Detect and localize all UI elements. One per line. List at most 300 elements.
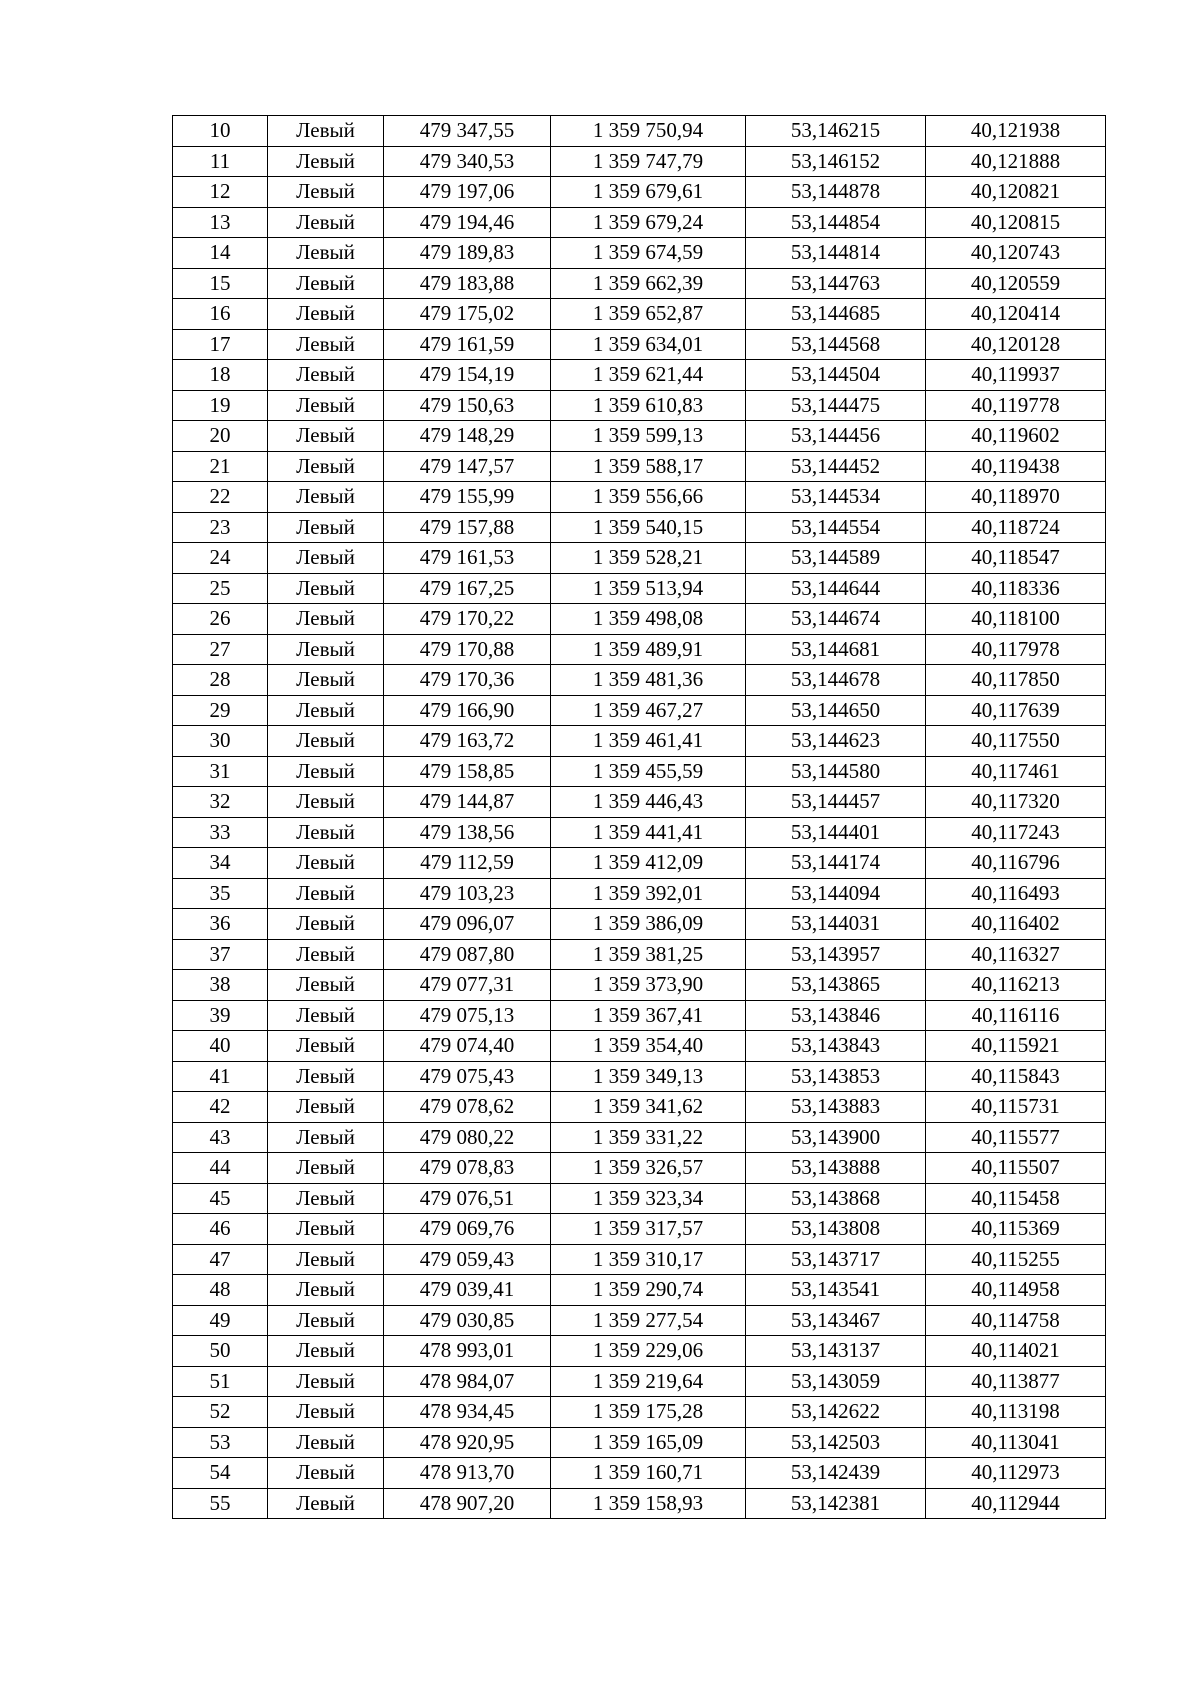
table-row: [173, 512, 1106, 543]
side-cell: Левый: [268, 1488, 384, 1519]
longitude-cell: 40,114958: [926, 1275, 1106, 1306]
y-coordinate-cell: 1 359 326,57: [551, 1153, 746, 1184]
point-number-cell: 28: [173, 665, 268, 696]
latitude-cell: 53,144475: [746, 390, 926, 421]
point-number-cell: 30: [173, 726, 268, 757]
table-row: [173, 1000, 1106, 1031]
longitude-cell: 40,113198: [926, 1397, 1106, 1428]
x-coordinate-cell: 479 030,85: [384, 1305, 551, 1336]
x-coordinate-cell: 478 993,01: [384, 1336, 551, 1367]
latitude-cell: 53,143900: [746, 1122, 926, 1153]
side-cell: Левый: [268, 1000, 384, 1031]
point-number-cell: 23: [173, 512, 268, 543]
point-number-cell: 44: [173, 1153, 268, 1184]
x-coordinate-cell: 479 157,88: [384, 512, 551, 543]
longitude-cell: 40,120821: [926, 177, 1106, 208]
latitude-cell: 53,144094: [746, 878, 926, 909]
side-cell: Левый: [268, 1153, 384, 1184]
table-row: [173, 665, 1106, 696]
table-row: [173, 1458, 1106, 1489]
x-coordinate-cell: 479 075,13: [384, 1000, 551, 1031]
latitude-cell: 53,144174: [746, 848, 926, 879]
latitude-cell: 53,144031: [746, 909, 926, 940]
side-cell: Левый: [268, 726, 384, 757]
longitude-cell: 40,115458: [926, 1183, 1106, 1214]
side-cell: Левый: [268, 1366, 384, 1397]
x-coordinate-cell: 479 154,19: [384, 360, 551, 391]
point-number-cell: 33: [173, 817, 268, 848]
side-cell: Левый: [268, 787, 384, 818]
longitude-cell: 40,115255: [926, 1244, 1106, 1275]
y-coordinate-cell: 1 359 674,59: [551, 238, 746, 269]
y-coordinate-cell: 1 359 588,17: [551, 451, 746, 482]
x-coordinate-cell: 478 920,95: [384, 1427, 551, 1458]
side-cell: Левый: [268, 878, 384, 909]
latitude-cell: 53,146215: [746, 116, 926, 147]
point-number-cell: 43: [173, 1122, 268, 1153]
side-cell: Левый: [268, 939, 384, 970]
y-coordinate-cell: 1 359 446,43: [551, 787, 746, 818]
table-row: [173, 939, 1106, 970]
y-coordinate-cell: 1 359 599,13: [551, 421, 746, 452]
y-coordinate-cell: 1 359 175,28: [551, 1397, 746, 1428]
side-cell: Левый: [268, 1244, 384, 1275]
table-row: [173, 482, 1106, 513]
latitude-cell: 53,144457: [746, 787, 926, 818]
y-coordinate-cell: 1 359 461,41: [551, 726, 746, 757]
latitude-cell: 53,143853: [746, 1061, 926, 1092]
side-cell: Левый: [268, 848, 384, 879]
y-coordinate-cell: 1 359 386,09: [551, 909, 746, 940]
longitude-cell: 40,116327: [926, 939, 1106, 970]
point-number-cell: 36: [173, 909, 268, 940]
x-coordinate-cell: 479 194,46: [384, 207, 551, 238]
longitude-cell: 40,115843: [926, 1061, 1106, 1092]
latitude-cell: 53,143717: [746, 1244, 926, 1275]
x-coordinate-cell: 479 039,41: [384, 1275, 551, 1306]
longitude-cell: 40,115369: [926, 1214, 1106, 1245]
latitude-cell: 53,143137: [746, 1336, 926, 1367]
longitude-cell: 40,120815: [926, 207, 1106, 238]
longitude-cell: 40,118336: [926, 573, 1106, 604]
table-row: [173, 268, 1106, 299]
side-cell: Левый: [268, 573, 384, 604]
longitude-cell: 40,119778: [926, 390, 1106, 421]
table-row: [173, 177, 1106, 208]
x-coordinate-cell: 479 112,59: [384, 848, 551, 879]
side-cell: Левый: [268, 116, 384, 147]
point-number-cell: 52: [173, 1397, 268, 1428]
latitude-cell: 53,143846: [746, 1000, 926, 1031]
latitude-cell: 53,144674: [746, 604, 926, 635]
point-number-cell: 42: [173, 1092, 268, 1123]
point-number-cell: 50: [173, 1336, 268, 1367]
point-number-cell: 34: [173, 848, 268, 879]
point-number-cell: 54: [173, 1458, 268, 1489]
table-row: [173, 451, 1106, 482]
y-coordinate-cell: 1 359 679,24: [551, 207, 746, 238]
y-coordinate-cell: 1 359 556,66: [551, 482, 746, 513]
table-row: [173, 1427, 1106, 1458]
table-row: [173, 1305, 1106, 1336]
point-number-cell: 26: [173, 604, 268, 635]
side-cell: Левый: [268, 482, 384, 513]
latitude-cell: 53,143888: [746, 1153, 926, 1184]
side-cell: Левый: [268, 1427, 384, 1458]
y-coordinate-cell: 1 359 540,15: [551, 512, 746, 543]
x-coordinate-cell: 479 138,56: [384, 817, 551, 848]
y-coordinate-cell: 1 359 381,25: [551, 939, 746, 970]
side-cell: Левый: [268, 421, 384, 452]
y-coordinate-cell: 1 359 441,41: [551, 817, 746, 848]
latitude-cell: 53,143541: [746, 1275, 926, 1306]
table-row: [173, 1366, 1106, 1397]
longitude-cell: 40,118724: [926, 512, 1106, 543]
x-coordinate-cell: 479 075,43: [384, 1061, 551, 1092]
x-coordinate-cell: 479 175,02: [384, 299, 551, 330]
table-row: [173, 360, 1106, 391]
point-number-cell: 16: [173, 299, 268, 330]
x-coordinate-cell: 479 078,83: [384, 1153, 551, 1184]
point-number-cell: 14: [173, 238, 268, 269]
longitude-cell: 40,116796: [926, 848, 1106, 879]
y-coordinate-cell: 1 359 412,09: [551, 848, 746, 879]
side-cell: Левый: [268, 1061, 384, 1092]
latitude-cell: 53,144763: [746, 268, 926, 299]
side-cell: Левый: [268, 817, 384, 848]
x-coordinate-cell: 478 913,70: [384, 1458, 551, 1489]
coordinates-table-body: [173, 116, 1106, 1519]
side-cell: Левый: [268, 299, 384, 330]
table-row: [173, 1214, 1106, 1245]
x-coordinate-cell: 479 144,87: [384, 787, 551, 818]
point-number-cell: 48: [173, 1275, 268, 1306]
side-cell: Левый: [268, 909, 384, 940]
latitude-cell: 53,144678: [746, 665, 926, 696]
side-cell: Левый: [268, 1031, 384, 1062]
side-cell: Левый: [268, 146, 384, 177]
latitude-cell: 53,144623: [746, 726, 926, 757]
y-coordinate-cell: 1 359 341,62: [551, 1092, 746, 1123]
latitude-cell: 53,144814: [746, 238, 926, 269]
longitude-cell: 40,116213: [926, 970, 1106, 1001]
y-coordinate-cell: 1 359 373,90: [551, 970, 746, 1001]
latitude-cell: 53,144685: [746, 299, 926, 330]
longitude-cell: 40,116116: [926, 1000, 1106, 1031]
point-number-cell: 49: [173, 1305, 268, 1336]
point-number-cell: 46: [173, 1214, 268, 1245]
table-row: [173, 1061, 1106, 1092]
longitude-cell: 40,120743: [926, 238, 1106, 269]
y-coordinate-cell: 1 359 317,57: [551, 1214, 746, 1245]
x-coordinate-cell: 479 103,23: [384, 878, 551, 909]
table-row: [173, 116, 1106, 147]
longitude-cell: 40,117978: [926, 634, 1106, 665]
table-row: [173, 909, 1106, 940]
longitude-cell: 40,115921: [926, 1031, 1106, 1062]
x-coordinate-cell: 479 170,36: [384, 665, 551, 696]
side-cell: Левый: [268, 1275, 384, 1306]
side-cell: Левый: [268, 268, 384, 299]
x-coordinate-cell: 479 347,55: [384, 116, 551, 147]
point-number-cell: 40: [173, 1031, 268, 1062]
point-number-cell: 45: [173, 1183, 268, 1214]
longitude-cell: 40,117320: [926, 787, 1106, 818]
latitude-cell: 53,144854: [746, 207, 926, 238]
latitude-cell: 53,143868: [746, 1183, 926, 1214]
table-row: [173, 1122, 1106, 1153]
point-number-cell: 18: [173, 360, 268, 391]
table-row: [173, 1275, 1106, 1306]
side-cell: Левый: [268, 512, 384, 543]
side-cell: Левый: [268, 1214, 384, 1245]
x-coordinate-cell: 478 907,20: [384, 1488, 551, 1519]
x-coordinate-cell: 478 934,45: [384, 1397, 551, 1428]
latitude-cell: 53,142381: [746, 1488, 926, 1519]
longitude-cell: 40,113041: [926, 1427, 1106, 1458]
longitude-cell: 40,120128: [926, 329, 1106, 360]
longitude-cell: 40,112973: [926, 1458, 1106, 1489]
latitude-cell: 53,142622: [746, 1397, 926, 1428]
y-coordinate-cell: 1 359 160,71: [551, 1458, 746, 1489]
table-row: [173, 238, 1106, 269]
latitude-cell: 53,143059: [746, 1366, 926, 1397]
table-row: [173, 329, 1106, 360]
longitude-cell: 40,120414: [926, 299, 1106, 330]
latitude-cell: 53,144554: [746, 512, 926, 543]
point-number-cell: 51: [173, 1366, 268, 1397]
y-coordinate-cell: 1 359 310,17: [551, 1244, 746, 1275]
table-row: [173, 1244, 1106, 1275]
point-number-cell: 13: [173, 207, 268, 238]
longitude-cell: 40,121888: [926, 146, 1106, 177]
y-coordinate-cell: 1 359 652,87: [551, 299, 746, 330]
y-coordinate-cell: 1 359 165,09: [551, 1427, 746, 1458]
longitude-cell: 40,121938: [926, 116, 1106, 147]
y-coordinate-cell: 1 359 528,21: [551, 543, 746, 574]
x-coordinate-cell: 478 984,07: [384, 1366, 551, 1397]
longitude-cell: 40,118970: [926, 482, 1106, 513]
x-coordinate-cell: 479 147,57: [384, 451, 551, 482]
x-coordinate-cell: 479 161,59: [384, 329, 551, 360]
side-cell: Левый: [268, 1122, 384, 1153]
y-coordinate-cell: 1 359 367,41: [551, 1000, 746, 1031]
x-coordinate-cell: 479 161,53: [384, 543, 551, 574]
longitude-cell: 40,116493: [926, 878, 1106, 909]
side-cell: Левый: [268, 1397, 384, 1428]
longitude-cell: 40,113877: [926, 1366, 1106, 1397]
side-cell: Левый: [268, 970, 384, 1001]
longitude-cell: 40,119937: [926, 360, 1106, 391]
point-number-cell: 55: [173, 1488, 268, 1519]
point-number-cell: 12: [173, 177, 268, 208]
latitude-cell: 53,143843: [746, 1031, 926, 1062]
x-coordinate-cell: 479 078,62: [384, 1092, 551, 1123]
table-row: [173, 299, 1106, 330]
side-cell: Левый: [268, 1092, 384, 1123]
latitude-cell: 53,143865: [746, 970, 926, 1001]
x-coordinate-cell: 479 155,99: [384, 482, 551, 513]
table-row: [173, 726, 1106, 757]
y-coordinate-cell: 1 359 331,22: [551, 1122, 746, 1153]
y-coordinate-cell: 1 359 747,79: [551, 146, 746, 177]
longitude-cell: 40,115577: [926, 1122, 1106, 1153]
table-row: [173, 1488, 1106, 1519]
point-number-cell: 21: [173, 451, 268, 482]
point-number-cell: 29: [173, 695, 268, 726]
point-number-cell: 15: [173, 268, 268, 299]
point-number-cell: 25: [173, 573, 268, 604]
longitude-cell: 40,118100: [926, 604, 1106, 635]
table-row: [173, 787, 1106, 818]
y-coordinate-cell: 1 359 158,93: [551, 1488, 746, 1519]
table-row: [173, 421, 1106, 452]
point-number-cell: 39: [173, 1000, 268, 1031]
longitude-cell: 40,118547: [926, 543, 1106, 574]
y-coordinate-cell: 1 359 290,74: [551, 1275, 746, 1306]
y-coordinate-cell: 1 359 498,08: [551, 604, 746, 635]
table-row: [173, 543, 1106, 574]
longitude-cell: 40,119438: [926, 451, 1106, 482]
x-coordinate-cell: 479 150,63: [384, 390, 551, 421]
latitude-cell: 53,144534: [746, 482, 926, 513]
latitude-cell: 53,144580: [746, 756, 926, 787]
longitude-cell: 40,120559: [926, 268, 1106, 299]
table-row: [173, 1336, 1106, 1367]
side-cell: Левый: [268, 543, 384, 574]
y-coordinate-cell: 1 359 513,94: [551, 573, 746, 604]
y-coordinate-cell: 1 359 679,61: [551, 177, 746, 208]
longitude-cell: 40,115507: [926, 1153, 1106, 1184]
side-cell: Левый: [268, 329, 384, 360]
y-coordinate-cell: 1 359 229,06: [551, 1336, 746, 1367]
latitude-cell: 53,144452: [746, 451, 926, 482]
latitude-cell: 53,142439: [746, 1458, 926, 1489]
table-row: [173, 1153, 1106, 1184]
side-cell: Левый: [268, 390, 384, 421]
longitude-cell: 40,112944: [926, 1488, 1106, 1519]
latitude-cell: 53,144456: [746, 421, 926, 452]
table-row: [173, 146, 1106, 177]
latitude-cell: 53,144681: [746, 634, 926, 665]
x-coordinate-cell: 479 170,88: [384, 634, 551, 665]
y-coordinate-cell: 1 359 621,44: [551, 360, 746, 391]
table-row: [173, 878, 1106, 909]
y-coordinate-cell: 1 359 349,13: [551, 1061, 746, 1092]
table-row: [173, 390, 1106, 421]
point-number-cell: 17: [173, 329, 268, 360]
table-row: [173, 1092, 1106, 1123]
point-number-cell: 35: [173, 878, 268, 909]
longitude-cell: 40,117243: [926, 817, 1106, 848]
x-coordinate-cell: 479 059,43: [384, 1244, 551, 1275]
point-number-cell: 37: [173, 939, 268, 970]
longitude-cell: 40,115731: [926, 1092, 1106, 1123]
coordinates-table: [172, 115, 1106, 1519]
longitude-cell: 40,119602: [926, 421, 1106, 452]
point-number-cell: 53: [173, 1427, 268, 1458]
point-number-cell: 41: [173, 1061, 268, 1092]
x-coordinate-cell: 479 076,51: [384, 1183, 551, 1214]
point-number-cell: 11: [173, 146, 268, 177]
point-number-cell: 27: [173, 634, 268, 665]
longitude-cell: 40,117850: [926, 665, 1106, 696]
x-coordinate-cell: 479 183,88: [384, 268, 551, 299]
y-coordinate-cell: 1 359 662,39: [551, 268, 746, 299]
point-number-cell: 10: [173, 116, 268, 147]
y-coordinate-cell: 1 359 610,83: [551, 390, 746, 421]
table-row: [173, 817, 1106, 848]
point-number-cell: 32: [173, 787, 268, 818]
y-coordinate-cell: 1 359 455,59: [551, 756, 746, 787]
table-row: [173, 695, 1106, 726]
side-cell: Левый: [268, 1336, 384, 1367]
x-coordinate-cell: 479 167,25: [384, 573, 551, 604]
latitude-cell: 53,144644: [746, 573, 926, 604]
longitude-cell: 40,116402: [926, 909, 1106, 940]
side-cell: Левый: [268, 634, 384, 665]
y-coordinate-cell: 1 359 277,54: [551, 1305, 746, 1336]
y-coordinate-cell: 1 359 634,01: [551, 329, 746, 360]
table-row: [173, 207, 1106, 238]
side-cell: Левый: [268, 695, 384, 726]
table-row: [173, 604, 1106, 635]
point-number-cell: 38: [173, 970, 268, 1001]
latitude-cell: 53,143883: [746, 1092, 926, 1123]
x-coordinate-cell: 479 166,90: [384, 695, 551, 726]
latitude-cell: 53,142503: [746, 1427, 926, 1458]
table-row: [173, 848, 1106, 879]
longitude-cell: 40,117461: [926, 756, 1106, 787]
x-coordinate-cell: 479 163,72: [384, 726, 551, 757]
table-row: [173, 756, 1106, 787]
side-cell: Левый: [268, 1183, 384, 1214]
x-coordinate-cell: 479 170,22: [384, 604, 551, 635]
longitude-cell: 40,117639: [926, 695, 1106, 726]
y-coordinate-cell: 1 359 219,64: [551, 1366, 746, 1397]
side-cell: Левый: [268, 1458, 384, 1489]
side-cell: Левый: [268, 451, 384, 482]
y-coordinate-cell: 1 359 354,40: [551, 1031, 746, 1062]
side-cell: Левый: [268, 360, 384, 391]
table-row: [173, 1031, 1106, 1062]
x-coordinate-cell: 479 340,53: [384, 146, 551, 177]
x-coordinate-cell: 479 077,31: [384, 970, 551, 1001]
latitude-cell: 53,144589: [746, 543, 926, 574]
point-number-cell: 24: [173, 543, 268, 574]
latitude-cell: 53,143467: [746, 1305, 926, 1336]
latitude-cell: 53,143808: [746, 1214, 926, 1245]
table-row: [173, 1397, 1106, 1428]
x-coordinate-cell: 479 087,80: [384, 939, 551, 970]
point-number-cell: 20: [173, 421, 268, 452]
x-coordinate-cell: 479 197,06: [384, 177, 551, 208]
latitude-cell: 53,144650: [746, 695, 926, 726]
side-cell: Левый: [268, 604, 384, 635]
longitude-cell: 40,114758: [926, 1305, 1106, 1336]
side-cell: Левый: [268, 665, 384, 696]
x-coordinate-cell: 479 158,85: [384, 756, 551, 787]
y-coordinate-cell: 1 359 392,01: [551, 878, 746, 909]
latitude-cell: 53,146152: [746, 146, 926, 177]
point-number-cell: 19: [173, 390, 268, 421]
side-cell: Левый: [268, 177, 384, 208]
x-coordinate-cell: 479 074,40: [384, 1031, 551, 1062]
point-number-cell: 31: [173, 756, 268, 787]
x-coordinate-cell: 479 080,22: [384, 1122, 551, 1153]
point-number-cell: 22: [173, 482, 268, 513]
side-cell: Левый: [268, 756, 384, 787]
